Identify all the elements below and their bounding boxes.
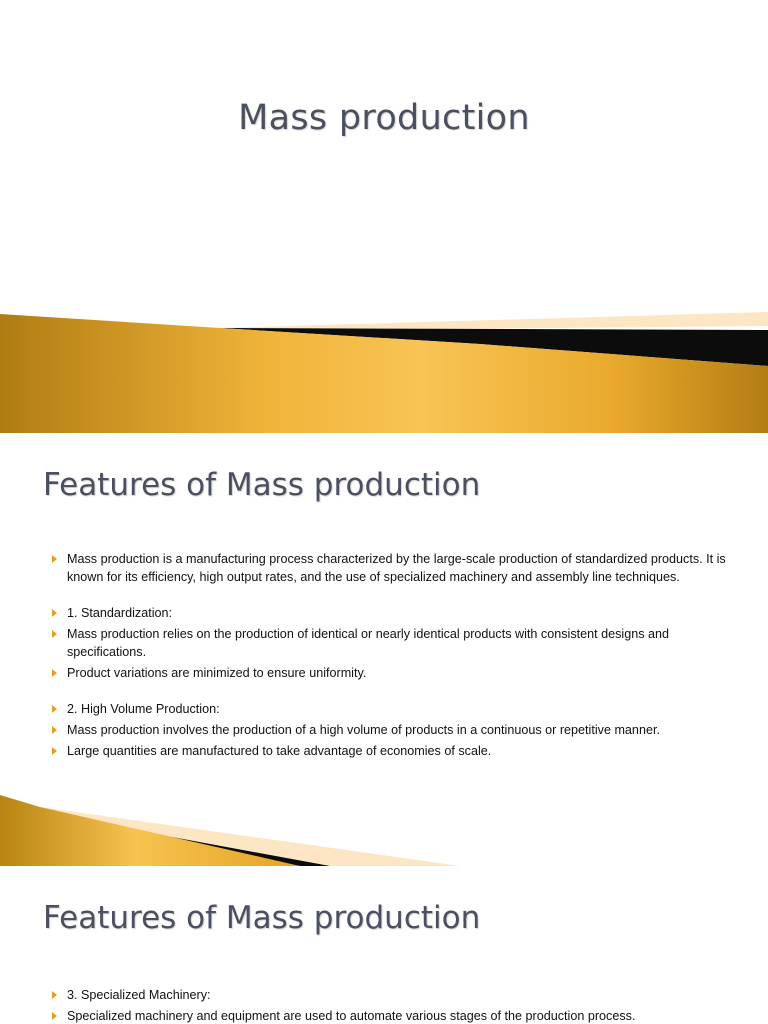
bullet-text: 2. High Volume Production: (67, 702, 220, 716)
bullet-text: Mass production is a manufacturing process characterized by the large-scale production of standardized products. It is known for its efficiency, high output rates, and the use of specialized machinery and assembly line techniques. (67, 552, 726, 584)
bullet-text: 1. Standardization: (67, 606, 173, 620)
bullet-list (50, 986, 740, 1024)
bullet-arrow-icon (52, 630, 57, 638)
list-item (50, 700, 740, 718)
slide-title: Features of Mass production (43, 467, 481, 503)
slide-features-2 (0, 866, 768, 1024)
bullet-text: Specialized machinery and equipment are used to automate various stages of the production process. (67, 1009, 636, 1023)
bullet-text: 3. Specialized Machinery: (67, 988, 211, 1002)
slide-title-page (0, 0, 768, 433)
bullet-text: Mass production relies on the production of identical or nearly identical products with consistent designs and specifications. (67, 627, 670, 659)
list-item (50, 742, 740, 760)
gold-wave-band (0, 310, 768, 433)
bullet-arrow-icon (52, 726, 57, 734)
slide-title: Features of Mass production (43, 900, 481, 936)
bullet-arrow-icon (52, 991, 57, 999)
bullet-text: Product variations are minimized to ensure uniformity. (67, 666, 367, 680)
gold-corner-band (0, 795, 768, 866)
bullet-text: Mass production involves the production of a high volume of products in a continuous or repetitive manner. (67, 723, 660, 737)
bullet-arrow-icon (52, 609, 57, 617)
bullet-arrow-icon (52, 705, 57, 713)
bullet-list (50, 550, 740, 763)
list-item (50, 664, 740, 682)
bullet-arrow-icon (52, 1012, 57, 1020)
presentation-title: Mass production (238, 98, 530, 138)
cream-ribbon-shape (220, 312, 768, 330)
bullet-text: Large quantities are manufactured to take advantage of economies of scale. (67, 744, 492, 758)
list-item (50, 721, 740, 739)
bullet-arrow-icon (52, 747, 57, 755)
list-item (50, 604, 740, 622)
bullet-arrow-icon (52, 669, 57, 677)
list-item (50, 625, 740, 661)
bullet-arrow-icon (52, 555, 57, 563)
list-item (50, 550, 740, 586)
list-item (50, 986, 740, 1004)
list-item (50, 1007, 740, 1024)
slide-features-1 (0, 433, 768, 866)
